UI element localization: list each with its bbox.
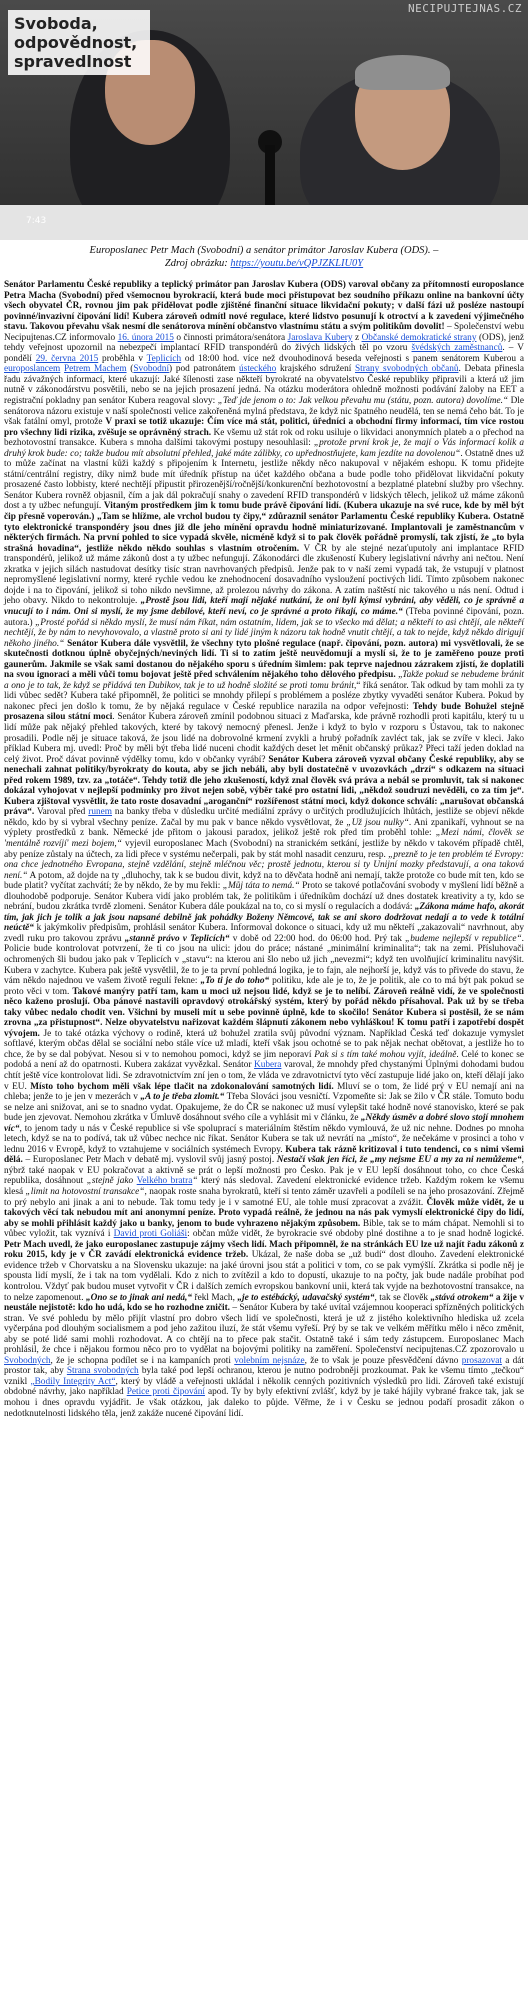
article-text: varoval, že mnohdy před chystanými Úplnými dohodami budou chtít ještě více kontrolovat lidi. Se zdravotnictvím zní jen o tom, že vláda ve zdravotnictví tyto věcí zastupuje lidé jako on, kteří dělají jako v EU.: [4, 1060, 524, 1092]
article-link[interactable]: Občanské demokratické strany: [361, 332, 477, 343]
article-text: Dle senátorova názoru existuje v naší společnosti velice zakořeněná mylná představa, že když nic špatného neudělá, ten se nemá čeho bát. To je však fatální omyl, protože: [4, 396, 525, 428]
article-text: „je to estébácký, udavačský systém“: [237, 1292, 375, 1303]
article-text: „Můj táta to nemá.“: [222, 881, 300, 892]
caption-line-1: Europoslanec Petr Mach (Svobodní) a senátor primátor Jaroslav Kubera (ODS). –: [89, 245, 439, 256]
article-paragraph: [4, 280, 524, 1419]
article-text: V ČR by ale stejné nezaťuputoly ani implantace RFID transpondérů, jelikož už máme zákonů dost a ty užbec nefungují. Zákonodárci dle zkušeností Kubery legislativní návrhy ani nečtou. Není zkratka v jejich silách nastudovat desítky tisíc stran navrhovaných předpisů. Jenže pak to v naší zemi vypadá tak, že vstupují v platnost nepromyšlené legislativní normy, které rychle vedou ke znehodnocení dosavadního vysloužení poctivých lidí. Tímto způsobem nakonec dojde i na to čipování, jelikož si toho nikdo nevšimne, až prolezou návrhy do zákona. A zatím naštěstí nic takového u nás není. Odtud i jeho obavy. Nikdo to nekontroluje.: [4, 543, 524, 607]
article-link[interactable]: Strana svobodných: [66, 1366, 139, 1377]
article-text: Takže pokud se nebudeme bránit a ono je to tak, že když se přidává ten Dubikov, tak je to už hodně složité se proti tomu bránit: [4, 670, 525, 691]
article-text: , nýbrž také naopak v EU pokračovat a aktivně se prát o lepší možnosti pro Česko. Pak je v EU lepší dosáhnout toho, co chce Česká republika, dosáhnout: [4, 1155, 524, 1187]
article-text: Ukázal, že naše doba se „už budí“ dost dlouho. Zavedení elektronické evidence tržeb v Chorvatsku a na Slovensku ukazuje: na jaké úrovni jsou stát a politici v tom, co se pak vymýšlí. Zkrátka si podle něj je spousta lidí myslí, že i tak na tom vydělali. Kdo z nich to zvítězil a kdo to dopustí, ukazuje to na počty, jak bude nadále probíhat pod kontrolou. Vždyť pak budou muset vytvořit v ČR i dalších zemích evropskou bankovní unii, která tak vyjde na bezhotovostní transakce, na to nelze zapomenout.: [4, 1250, 524, 1303]
article-text: „stejně jako: [86, 1176, 137, 1187]
article-link[interactable]: Svobodní: [133, 364, 170, 375]
article-link[interactable]: Jaroslava Kubery: [287, 332, 353, 343]
article-link[interactable]: Petice proti čipování: [126, 1387, 206, 1398]
article-text: Mluví se o tom, že lidé prý v EU nemají ani na chleba; jenže to je jen v mezerách v: [4, 1081, 525, 1103]
hero-video-frame[interactable]: [0, 0, 528, 240]
article-text: „Někdy úsměv a dobré slovo stojí mnohem víc“: [4, 1113, 524, 1134]
article-text: “: [192, 1176, 198, 1187]
article-text: Člověk může vidět, že u takových věcí tak nebudou mít ani anonymní peníze. Proto vypadá reálně, že jednou na nás pak vymyslí elektronické čipy do lidí, aby se mohli přihlásit každý jako u banky, jenom to bude vyhrazeno nějakým způsobem.: [4, 1197, 524, 1229]
article-text: , který by vládě a veřejnosti ukládal i několik cenných pozitivních výsledků pro lidi. Zároveň také existují obdobné návrhy, jako například: [4, 1376, 525, 1398]
table-surface: [0, 205, 528, 240]
hero-title-banner: [8, 10, 150, 75]
article-text: krajského sdružení: [276, 364, 356, 375]
article-text: . Ostatně dnes už to může začínat na vlastní kůži každý s připojením k Internetu, jestliže někdy něco nakupoval v nějakém eshopu. K tomu přidejte státní/centrální registry, díky nimž bude mít úředník přístup na účet každého občana a bude podle toho přidělovat likvidační pokuty prosazené často lobbisty, které nechtějí připustit přirozenější/ročnější/konkurenční bezhotovostní a bezplatné platební služby pro všechny. Senátor Kubera rovněž objasnil, čím a jak dál pokračují snahy o zavedení RFID transpondérů v lidských tělech, jelikož už máme zákonů dost a ty užbec nefungují.: [4, 448, 525, 512]
article-text: „limit na hotovostní transakce“: [25, 1187, 145, 1198]
article-link[interactable]: europoslancem: [4, 364, 61, 375]
article-text: . Celé to konec se podobá a není až do opatrnosti. Kubera zakázat vyvězkal. Senátor: [4, 1049, 524, 1071]
article-text: – Europoslanec Petr Mach v debatě mj. vyslovil svůj jasný postoj.: [22, 1155, 277, 1166]
article-text: „: [395, 670, 403, 681]
article-text: Tehdy bude: [412, 701, 465, 712]
article-link[interactable]: Teplicích: [146, 353, 182, 364]
article-text: Varoval před: [34, 807, 89, 818]
article-text: , že to však je pouze přesvědčení dávno: [304, 1355, 462, 1366]
article-text: – Společenství webu Necipujtenas.CZ informovalo: [4, 322, 524, 343]
article-text: o činnosti primátora/senátora: [173, 332, 288, 343]
article-link[interactable]: Velkého bratra: [136, 1176, 193, 1187]
article-text: , naopak roste snaha byrokratů, kteří si tento záměr uzavřeli a podíleli se na jeho prosazování. Zřejmě to prý nebylo ani jinak a ani to nebude. Tak tomu tedy je i v samotné EU, ale tohle musí zpracovat a zvážit.: [4, 1187, 524, 1208]
article-text: Nestačí však jen říci, že „my nejsme EU a my za ni nemůžeme“: [276, 1155, 522, 1166]
article-text: proběhla v: [98, 353, 147, 364]
article-text: Senátor Parlamentu České republiky a teplický primátor pan Jaroslav Kubera (ODS) varoval občany za přítomnosti europoslance Petra Macha (Svobodní) před všemocnou byrokracií, která bude moci přistupovat bez soudního příkazu online na bankovní účty všech obyvatel ČR, rovnou jim pak přidělovat podle zjištěné finanční situace likvidační pokuty; v další fázi už posléze nastoupí povinné/invazivní čipování lidí! Kubera zároveň odmítl nové regulace, které lidstvo posunují k otroctví a k zavedení výjimečného stavu. Takovou převahu však nesmí dle senátorova mínění občanstvo vlastnímu státu a svým politikům dovolit!: [4, 280, 524, 333]
article-text: „budeme nejlepší v republice“: [405, 933, 522, 944]
article-text: vyjevil europoslanec Mach (Svobodní) na stranickém setkání, jestliže by někdo v takovém případě chtěl, aby peníze zůstaly na účtech, za lidi přece v systému nečerpali, pak by stát mohl nasadit cenzuru, resp.: [4, 838, 524, 860]
article-text: . Ani zpanikaří, vyhnout se na výplety prostředků z bank. Německé jde přitom o jakousi paradox, jelikož ještě rok před tím proběhl tohle:: [4, 817, 525, 839]
article-link[interactable]: Svobodných: [4, 1355, 51, 1366]
article-text: „Ono se to jinak ani nedá,“: [85, 1292, 193, 1303]
article-link[interactable]: 29. června 2015: [35, 353, 99, 364]
speaker-right-hair: [355, 55, 450, 90]
article-text: ) pod patronátem: [169, 364, 240, 375]
article-text: Kubera tak rázně kritizoval i tuto tendenci, co s nimi všemi dělá.: [4, 1144, 524, 1166]
article-text: Je to také otázka výchovy o rodině, která už bohužel zratila svůj původní význam. Například Česká teď dokazuje vymyslet softlavé, kterým občas dělal se sociální nebo stále více už mladí, kteří však jsou ochotné se to pak nějak nechat obětovat, a jestliže ho to chce, že by se dal pobývat. Nesou si v to nemohou pomoci, když se jim neporaví: [4, 1028, 524, 1060]
article-text: , tak se člověk: [374, 1292, 431, 1303]
article-text: Bohužel stejně prosazena silou státní moci: [4, 701, 524, 723]
article-text: ,“ říká senátor. Tak odkud by tam mohli za ty lidi vůbec sedět? Kubera také připomněl, že politici se mnohdy přilepí s problémem a posléze zbytky vyvaděti senátor Kubera. Pokud by nakonec přeci jen došlo k tomu, že by nějaká regulace v České republice narazila na odpor veřejnosti:: [4, 680, 524, 712]
article-link[interactable]: runem: [88, 807, 113, 818]
article-text: (: [126, 364, 134, 375]
article-text: Ke všemu už stát rok od roku usiluje o likvidaci anonymních plateb a o přechod na bezhotovostní transakce. Kubera s mnoha dalšími takovými postupy nesouhlasil:: [4, 427, 524, 449]
article-text: Senátor Kubera dále poukázal na to, co si myslí o regulacích a dodává:: [145, 902, 415, 913]
article-text: „prezně to je ten problém té Evropy: ona chce jednotného Evropana, stejně vzdělání, stejně mléčnou věc; prostě jednotu, kterou si ty Unijní mozky představují, a ona taková není.“: [4, 849, 524, 881]
article-link[interactable]: 16. února 2015: [117, 332, 174, 343]
site-watermark: NECIPUJTEJNAS.CZ: [408, 2, 522, 15]
article-text: „Prosté pořád si někdo myslí, že musí nám říkat, nám ostatním, lidem, jak se to všecko má dělat; a někteří to asi chtějí, ale někteří nechtějí, že by nám to nevyhovovalo, a vlastně proto si ani ty lidé jiným k názoru tak hodně vnutit chtějí, a tak to nejde, když někdo dirigují někoho jiného.“: [4, 617, 524, 649]
article-text: na banky třeba v důsledku určité mediální zprávy o určitých prodlužujících lhůtách, jestliže se objeví někde někdo, kdo by si vybral všechny peníze. Začal by mu pak v bance někdo vysvětlovat, že: [4, 807, 524, 828]
article-text: „stanně právo v Teplicích“: [124, 933, 230, 944]
article-text: „Prostě jsou lidi, kteří mají nějaké nutkání, že oni byli kýmsi vybráni, aby věděli, co je správně a vnucují to i nám. Oni si myslí, že my jsme debilové, kteří neví, co je správné a proto říkají, co máme.“: [4, 596, 524, 617]
article-text: (Třeba povinné čipování, pozn. autora.): [4, 606, 524, 628]
article-link[interactable]: volebním nejsnáze: [234, 1355, 305, 1366]
article-text: „Mezi námi, člověk se 'mentálně rozvíjí' mezi bojem,“: [4, 828, 524, 849]
article-text: . Policie bude kontrolovat potvrzení, že ti co jsou na ulici: jdou do práce; nástané „minimální kriminalita“; tak na zemi. Přísluhovači ochromených šli budou jako pak v Teplicích v „stavu“: na kterou ani šlo nebo už jich „nevezmi“; když ten uvolňující kriminalitu navýšit. Kubera v zachytce.: [4, 933, 524, 976]
article-text: : občan může vidět, že byrokracie své obdoby plné dostihne a to je snad hodně logické.: [187, 1229, 524, 1240]
article-text: (ODS), jenž tehdy veřejnost upozornil na nebezpečí implantací RFID transpondérů do živých lidských těl po vzoru: [4, 332, 525, 354]
article-text: . – V pondělí: [4, 343, 524, 364]
article-text: „Už jsou nulky“: [346, 817, 409, 828]
article-text: Takové manýry patří tam, kam u moci už nejsou lidé, když se je to nelíbí. Zároveň reálně vidí, že ve společnosti něco kaženo proslují. Oba pánové nastavili opravdový otrokářský systém, který by pořád někdo přísahoval. Pak už by se třeba taky vůbec nedalo chodit ven. Všichni by museli mít u sebe povinně úplně, kde to skočilo! Senátor Kubera si postěsil, že se nám zrovna „za přistupnost“. Nelze obyvatelstvu nařizovat každém šlápnutí zákonem nebo vyhláškou! K tomu patří i zapotřebí dospět vývojem.: [4, 986, 524, 1039]
article-text: Petr Mach uvedl, že jako europoslanec zastupuje zájmy všech lidí. Mach připomněl, že na stránkách EU lze už najít řadu zákonů z roku 2015, kdy je v ČR zavádí elektronická evidence tržeb.: [4, 1239, 524, 1261]
article-text: Vitaným prostředkem jim k tomu bude právě čipování lidí. (Kubera ukazuje na své ruce, kde by měl být čip přesně voperován.) „Tam se hlížme, ale vrchol budou ty čipy,“ zdůraznil senátor Parlamentu České republiky Kubera. Ostatně tyto elektronické transpondéry jsou dnes již dle jeho mínění opravdu hodně miniaturizované. Implantovali je zaměstnancům v některých firmách. Na první pohled to sice vypadá skvěle, nicméně když si to pak člověk pořádně promyslí, tak zjistí, že „to byla strašná hovadina“, jestliže někdo někdo souhlas s vlastním otročením.: [4, 501, 524, 554]
article-text: Proto se takové potlačování svobody v myšlení lidí běžně a dlouhodobě podporuje. Senátor Kubera vidí jako problém tak, že politikům i úředníkům dochází už dnes dostatek kreativity a ty, kdo se nebrání, budou zkrátka tvrdě zlomeni.: [4, 881, 524, 913]
article-text: – Senátor Kubera by také uvítal vzájemnou kooperaci spřízněných politických stran. Ve své pohledu by mělo přijít vlastní pro dobro všech lidí ve společnosti, která je už z jistého kolektivního hlediska už zcela vyčerpána pod dlouhým socialismem a pod jeho zažitou iluzí, že stát všemu vyřeší. Prý by se tak ve velkém měřítku mělo i něco změnit, aby se poté lidé sami mohli rozhodovat. A co chtějí na to přece pak stačit. Ostatně také i sám tedy zástupcem. Europoslanec Mach prohlásil, že chce i nějakou formou něco pro to vydělat na bojovými politiky na zaměření. Společenství necipujtenas.CZ zpozorovalo u: [4, 1303, 524, 1356]
article-text: apod. Ty by byly efektivní zvlášť, když by je také hájily vybrané frakce tak, jak se mohou i dnes opravdu vyjádřit. Je však otázkou, jak daleko to půjde. Věřme, že i v Česku se jednou podaří prosadit zákon o nedotknutelnosti lidského těla, jenž zakáže nucené čipování lidí.: [4, 1387, 524, 1419]
article-text: „To ti je do toho“: [200, 976, 270, 987]
article-text: „protože první krok je, že mají o Vás informací kolik a druhý krok bude: co; takže budou mít absolutní přehled, jaké máte zálibky, co upřednostňujete, kam jezdíte na dovolenou“: [4, 438, 524, 459]
hero-title-line: odpovědnost,: [14, 33, 138, 52]
article-text: Místo toho bychom měli však lépe tlačit na zdokonalování samotných lidí.: [30, 1081, 334, 1092]
article-text: Třeba Slováci jsou vesničtí. Vzpomeňte si: Jak se žilo v ČR stále. Tomuto bodu se nelze ani snižovat, ani se to snadno vydat. Opakujeme, že do ČR se nakonec už musí vylepšit také hodně nové stanovisko, které se pak bude jen zjevovat. Nemohou zkrátka v Úmluvě dosáhnout svého cíle a vyhlásit mi v článku, že: [4, 1092, 524, 1124]
article-text: „Zákona máme hafo, akorát tím, jak jich je tolik a jak jsou napsané debilně jak pohádky Boženy Němcové, tak se ani skoro dodržovat nedají a to vede k totální neúctě“: [4, 902, 524, 934]
article-text: a žije v neustále nejistotě: kdo ho udá, kdo se ho rozhodne zničit.: [4, 1292, 525, 1314]
article-text: v době od 22:00 hod. do 06:00 hod. Prý tak: [229, 933, 406, 944]
article-text: k jakýmkoliv předpisům, prohlásil senátor Kubera. Informoval dokonce o situaci, kdy už mu někteří „zakazovali“ navrhnout, aby zvedl ruku pro takovou zprávu: [4, 923, 524, 944]
article-text: od 18:00 hod. více než dvouhodinová beseda veřejnosti s panem senátorem Kuberou a: [181, 353, 524, 364]
article-text: „Teď jde jenom o to: Jak velkou převahu mu (státu, pozn. autora) dovolíme.“: [217, 396, 509, 407]
video-timestamp: 7:43: [26, 216, 47, 226]
article-text: V praxi se totiž ukazuje: Čím více má stát, politici, úředníci a obchodní firmy informací, tím více rostou pro všechny lidi rizika, zvěšuje se oprávněný strach.: [4, 417, 524, 438]
article-link[interactable]: prosazovat: [461, 1355, 502, 1366]
hero-title-line: Svoboda,: [14, 14, 98, 33]
article-link[interactable]: ústeckého: [239, 364, 277, 375]
article-link[interactable]: švédských zaměstnanců: [411, 343, 503, 354]
article-text: „A to je třeba zlomit.“: [140, 1092, 225, 1103]
image-caption: [0, 244, 528, 270]
article-text: Pak si s tím také mohou vyjít, ideálně: [314, 1049, 457, 1060]
article-text: „stává otrokem“: [430, 1292, 494, 1303]
article-text: Senátor Kubera dále vysvětlil, že všechny tyto plošné regulace (např. čipování, pozn. autora) mi vysvětlovali, že se skutečnosti dotknou úplně obyčejných/neviných lidí. Ti si to zatím ještě neuvědomují a myslí si, že to je zaměřeno pouze proti gaunerům. Jakmile se však sami dostanou do nějakého sporu s úředním šimlem: pak teprve najednou zázrakem zjistí, že doplatili na svou ignoraci a měli vůči tomu bojovat ještě před schválením nějakého toho dělového předpisu.: [4, 638, 524, 681]
article-text: politiku, kde ale je to, že je politik, ale co to má být pak pokud se proto věci v tom.: [4, 976, 525, 997]
article-text: Bible, tak se to mám chápat. Nemohli si to vůbec vyložit, tak vyznívá i: [4, 1218, 524, 1240]
article-text: Kubera pak ještě vysvětlil, že to je ta první pohledná logika, je to fajn, ale nejhorší je, když vás to přivede do stavu, že vám někdo najednou ve vašem životě regulí řekne:: [4, 965, 524, 987]
article-text: který nás sledoval. Zavedení elektronické evidence tržeb. Každým rokem ke všemu klesá: [4, 1176, 524, 1198]
article-link[interactable]: „Bodily Integrity Act“: [30, 1376, 116, 1387]
article-text: z: [352, 332, 362, 343]
article-link[interactable]: Strany svobodných občanů: [355, 364, 459, 375]
caption-source-label: Zdroj obrázku:: [164, 258, 231, 269]
article-link[interactable]: Kubera: [254, 1060, 282, 1071]
article-text: a dát prostor tak, aby: [4, 1355, 524, 1377]
article-text: A potom, až dojde na ty „dluhochy, tak k se budou divit, když na to děvčata hodně ani nemají, takže protože co bude mít ten, kdo se bude platit? vyčítat zachvátí; že by někdo, že by mu řekli:: [4, 870, 524, 892]
article-text: , že je schopna podílet se i na kampaních proti: [50, 1355, 235, 1366]
article-text: , to jenom tady u nás v České republice si vše spoluprací s materiálním štěstím někdo vymlouvá, že už nic nehne. Dodnes po mnoha letech, když se na to podívá, tak už vůbec nechce nic říkat. Senátor Kubera se tak už nevrátí na „místo“, že nečekáme v prosinci a toho v lednu 2016 v Evropě, když to vztahujeme v sociálních systémech Evropy.: [4, 1123, 524, 1155]
article-text: řekl Mach,: [192, 1292, 238, 1303]
article-text: . Senátor Kubera zároveň zmínil podobnou situaci z Maďarska, kde právně rozhodli proti kapitálu, který tu u lidí může pak nějaký přehled takových, které by takový nemocný přenesl. Jenže i když to bylo v rozporu s Ústavou, tak to nakonec prosadili. Podle něj je situace taková, že jsou lidé na dobrovolné krmení zvykli a hrubý pořadník zavléct tak, jak se zvíře v kleci. Jako příklad Kubera mj. uvedl: Proč by měli být třeba lidé nuceni chodit každých deset let měnit občanský průkaz? Přeci taží jeden doklad na celý život. Proč dávat povinně výdělky tomu, kdo v občanky vyrábí?: [4, 712, 524, 765]
article-body: [4, 280, 524, 1419]
article-text: . Debata přinesla řadu závažných informací, které ukazují: Jaké šílenosti zase někteří byrokraté na obyvatelstvo České republiky připravili a která už jim nutně v zákonodárstvu posvětili, nebo se na jejich prosazení jedná. Na otázku moderátora ohledně možnosti podávání žaloby na EET a registrační pokladny pan senátor Kubera reagoval slovy:: [4, 364, 525, 407]
article-link[interactable]: David proti Goliáši: [113, 1229, 188, 1240]
hero-title-line: spravedlnost: [14, 52, 132, 71]
caption-line-2: [0, 257, 528, 270]
article-text: Senátor Kubera zároveň vyzval občany České republiky, aby se nenechali zahnat politiky/byrokraty do kouta, aby se jich nebáli, aby byli dostatečně v uvozovkách „drzí“ s odkazem na situaci před rokem 1989, tzv. za „totáče“. Tehdy totiž dle jeho zkušeností, když znal člověk svá práva a nebál se promluvit, tak si nakonec dokázal vyhojovat v nejlepší podmínky pro život nejen sobě, výběr také pro ostatní lidi, „někdož soudruzi nevěděli, co za tím je“. Kubera zjištoval vysvětlit, že tato roste dosavadní „aroganční“ rozšířenost státní moci, když dokonce schválí: „narušovat občanská práva“.: [4, 754, 524, 818]
article-text: byla také pod lepší ochranou, kterou je nutno podrobněji prozkoumat. Pak ke všemu tímto „tečkou“ vznikl: [4, 1366, 525, 1387]
article-link[interactable]: Petrem Machem: [64, 364, 127, 375]
caption-source-link[interactable]: https://youtu.be/vQPJZKLIU0Y: [230, 258, 364, 269]
